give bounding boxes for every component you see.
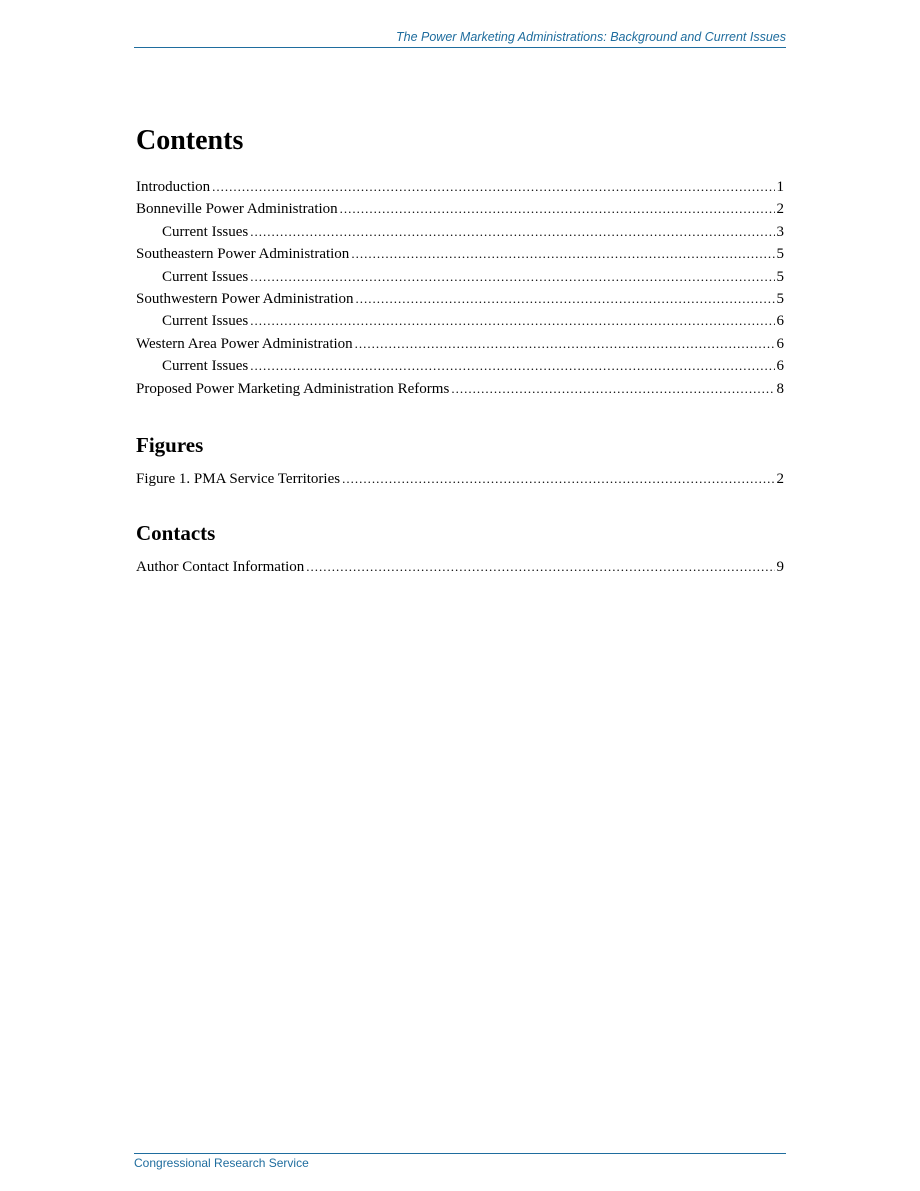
dot-leader bbox=[250, 221, 774, 243]
toc-entry-page: 1 bbox=[776, 179, 784, 195]
table-of-contents bbox=[136, 124, 784, 579]
toc-entry-page: 3 bbox=[776, 223, 784, 240]
dot-leader bbox=[212, 176, 774, 198]
dot-leader bbox=[250, 355, 774, 377]
dot-leader bbox=[340, 198, 775, 220]
toc-entry-title: Figure 1. PMA Service Territories bbox=[136, 470, 341, 487]
toc-entry-bonneville[interactable] bbox=[136, 198, 784, 220]
toc-entry-western-area-current-issues[interactable] bbox=[136, 355, 784, 377]
toc-entry-title: Current Issues bbox=[162, 223, 249, 240]
toc-entry-page: 8 bbox=[776, 380, 784, 397]
dot-leader bbox=[351, 243, 774, 265]
figures-list bbox=[136, 468, 784, 490]
toc-entry-page: 6 bbox=[776, 358, 784, 375]
running-header-title: The Power Marketing Administrations: Background and Current Issues bbox=[396, 30, 786, 44]
toc-entry-page: 6 bbox=[776, 313, 784, 330]
running-header bbox=[134, 30, 786, 48]
toc-entry-bonneville-current-issues[interactable] bbox=[136, 221, 784, 243]
dot-leader bbox=[355, 333, 775, 355]
dot-leader bbox=[250, 310, 774, 332]
toc-entry-proposed-reforms[interactable] bbox=[136, 378, 784, 400]
toc-entry-southeastern[interactable] bbox=[136, 243, 784, 265]
toc-entry-page: 9 bbox=[776, 559, 784, 576]
toc-entry-western-area[interactable] bbox=[136, 333, 784, 355]
dot-leader bbox=[356, 288, 775, 310]
running-footer bbox=[134, 1153, 786, 1170]
toc-entry-southeastern-current-issues[interactable] bbox=[136, 266, 784, 288]
toc-entry-title: Current Issues bbox=[162, 313, 249, 330]
toc-entry-title: Current Issues bbox=[162, 268, 249, 285]
toc-entry-title: Southeastern Power Administration bbox=[136, 246, 350, 263]
toc-entry-page: 5 bbox=[776, 246, 784, 263]
dot-leader bbox=[451, 378, 774, 400]
toc-entry-southwestern-current-issues[interactable] bbox=[136, 310, 784, 332]
contacts-heading: Contacts bbox=[136, 521, 216, 546]
figures-heading: Figures bbox=[136, 432, 204, 457]
footer-organization: Congressional Research Service bbox=[134, 1156, 309, 1170]
dot-leader bbox=[250, 266, 774, 288]
toc-entry-figure-1[interactable] bbox=[136, 468, 784, 490]
toc-entry-title: Western Area Power Administration bbox=[136, 335, 353, 352]
toc-entry-page: 2 bbox=[776, 201, 784, 218]
toc-entry-author-contact[interactable] bbox=[136, 556, 784, 578]
toc-entry-title: Current Issues bbox=[162, 358, 249, 375]
toc-entry-introduction[interactable] bbox=[136, 176, 784, 198]
toc-entry-title: Proposed Power Marketing Administration Reforms bbox=[136, 380, 450, 397]
contacts-list bbox=[136, 556, 784, 578]
toc-entry-title: Author Contact Information bbox=[136, 559, 305, 576]
dot-leader bbox=[342, 468, 774, 490]
contents-list bbox=[136, 176, 784, 400]
toc-entry-title: Southwestern Power Administration bbox=[136, 290, 354, 307]
toc-entry-page: 6 bbox=[776, 335, 784, 352]
toc-entry-page: 5 bbox=[776, 268, 784, 285]
toc-entry-title: Introduction bbox=[136, 179, 211, 195]
toc-entry-title: Bonneville Power Administration bbox=[136, 201, 338, 218]
dot-leader bbox=[306, 556, 774, 578]
section-spacer bbox=[136, 490, 784, 520]
toc-entry-page: 2 bbox=[776, 470, 784, 487]
contents-heading: Contents bbox=[136, 125, 244, 156]
section-spacer bbox=[136, 400, 784, 432]
toc-entry-page: 5 bbox=[776, 290, 784, 307]
toc-entry-southwestern[interactable] bbox=[136, 288, 784, 310]
